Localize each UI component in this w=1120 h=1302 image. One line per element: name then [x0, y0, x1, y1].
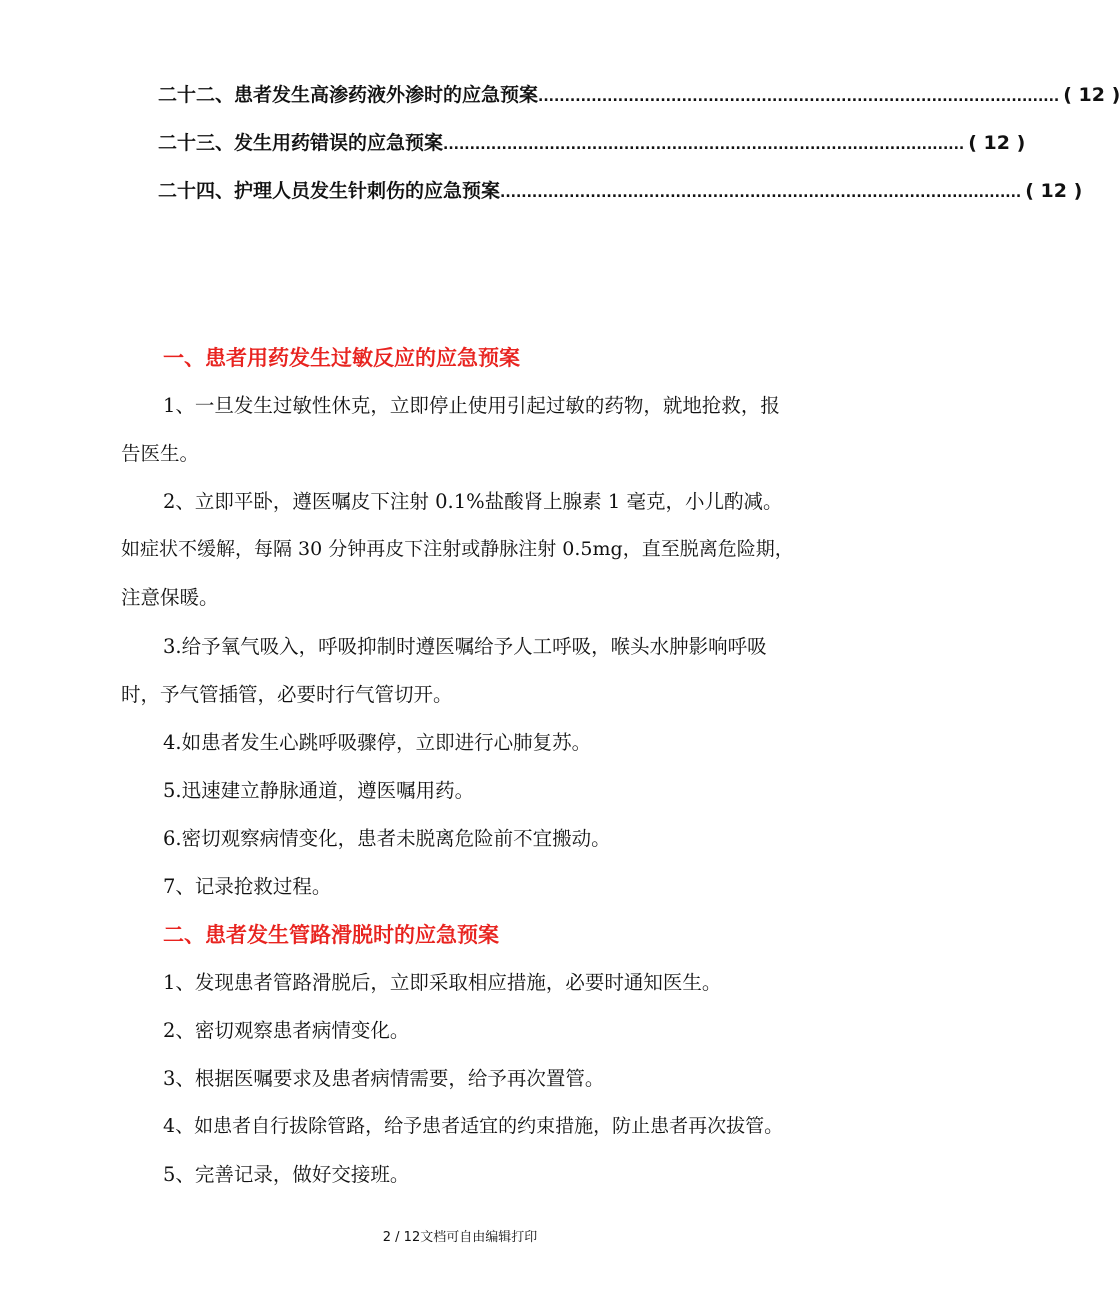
paragraph-line: 5、完善记录，做好交接班。: [163, 1163, 410, 1186]
paragraph-line: 3.给予氧气吸入，呼吸抑制时遵医嘱给予人工呼吸，喉头水肿影响呼吸: [163, 635, 767, 658]
toc-page: ( 12 ): [1063, 84, 1120, 106]
paragraph-line: 5.迅速建立静脉通道，遵医嘱用药。: [163, 779, 475, 802]
paragraph-line: 4.如患者发生心跳呼吸骤停，立即进行心肺复苏。: [163, 731, 592, 754]
toc-title: 二十三、发生用药错误的应急预案: [158, 132, 444, 154]
toc-page: ( 12 ): [1025, 180, 1083, 202]
toc-leader: ..................................................................................................: [500, 185, 1022, 201]
toc-title: 二十二、患者发生高渗药液外渗时的应急预案: [158, 84, 539, 106]
paragraph-line: 时，予气管插管，必要时行气管切开。: [121, 683, 453, 706]
paragraph-line: 6.密切观察病情变化，患者未脱离危险前不宜搬动。: [163, 827, 611, 850]
toc-entry: [158, 176, 1083, 203]
paragraph-line: 4、如患者自行拔除管路，给予患者适宜的约束措施，防止患者再次拔管。: [163, 1115, 784, 1137]
section-heading: 二、患者发生管路滑脱时的应急预案: [163, 923, 499, 947]
toc-entry: [158, 128, 1026, 155]
toc-title: 二十四、护理人员发生针刺伤的应急预案: [158, 180, 501, 202]
paragraph-line: 如症状不缓解，每隔 30 分钟再皮下注射或静脉注射 0.5mg，直至脱离危险期，: [121, 538, 794, 560]
toc-entry: [158, 80, 1120, 107]
toc-leader: ..................................................................................................: [538, 89, 1060, 105]
paragraph-line: 2、密切观察患者病情变化。: [163, 1019, 410, 1042]
paragraph-line: 3、根据医嘱要求及患者病情需要，给予再次置管。: [163, 1067, 605, 1090]
toc-leader: ..................................................................................................: [443, 137, 965, 153]
paragraph-line: 1、发现患者管路滑脱后，立即采取相应措施，必要时通知医生。: [163, 971, 722, 994]
paragraph-line: 7、记录抢救过程。: [163, 875, 332, 898]
paragraph-line: 2、立即平卧，遵医嘱皮下注射 0.1%盐酸肾上腺素 1 毫克，小儿酌减。: [163, 490, 783, 513]
page-footer: 2 / 12文档可自由编辑打印: [382, 1230, 538, 1245]
section-heading: 一、患者用药发生过敏反应的应急预案: [163, 346, 520, 370]
toc-page: ( 12 ): [968, 132, 1026, 154]
paragraph-line: 1、一旦发生过敏性休克，立即停止使用引起过敏的药物，就地抢救，报: [163, 394, 780, 417]
paragraph-line: 注意保暖。: [121, 586, 219, 609]
paragraph-line: 告医生。: [121, 442, 200, 465]
